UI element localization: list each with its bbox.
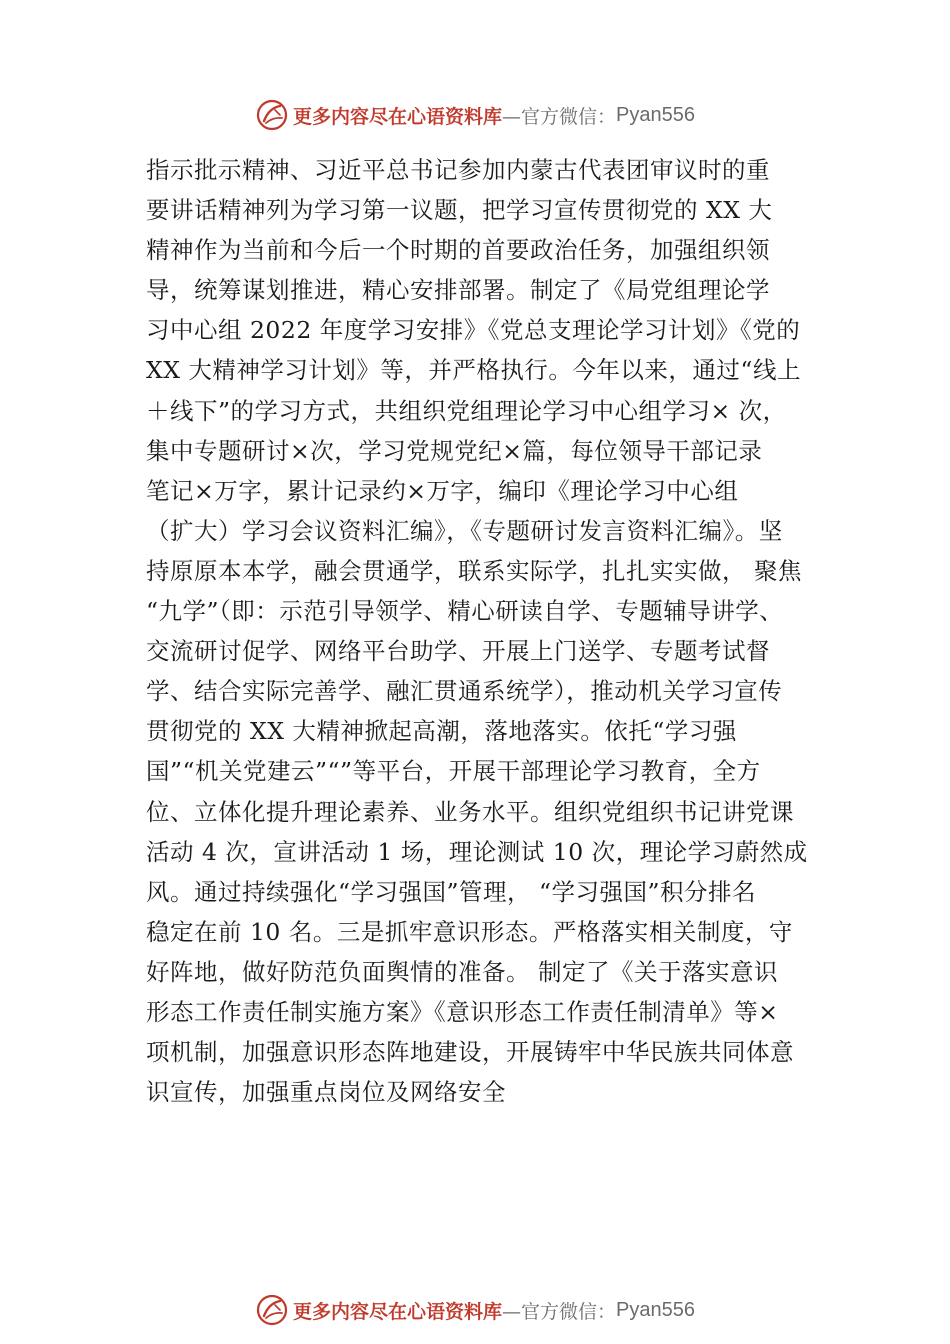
body-line: 集中专题研讨×次，学习党规党纪×篇，每位领导干部记录 (146, 436, 763, 465)
body-line: 风。通过持续强化“学习强国”管理， “学习强国”积分排名 (146, 877, 757, 906)
watermark-library-text: 更多内容尽在心语资料库 (293, 1300, 503, 1323)
body-line: 好阵地，做好防范负面舆情的准备。 制定了《关于落实意识 (146, 957, 778, 986)
body-line: ＋线下”的学习方式，共组织党组理论学习中心组学习× 次， (146, 396, 787, 425)
body-line: 导，统筹谋划推进，精心安排部署。制定了《局党组理论学 (146, 276, 770, 305)
body-line: “九学”（即：示范引导领学、精心研读自学、专题辅导讲学、 (146, 597, 784, 626)
body-line: 指示批示精神、习近平总书记参加内蒙古代表团审议时的重 (146, 156, 770, 184)
body-line: 习中心组 2022 年度学习安排》《党总支理论学习计划》《党的 (146, 316, 801, 345)
body-line: 形态工作责任制实施方案》《意识形态工作责任制清单》等× (146, 997, 779, 1026)
watermark-wechat-id: Pyan556 (616, 103, 695, 126)
watermark-wechat-label: —官方微信： (502, 105, 617, 128)
body-line: 稳定在前 10 名。三是抓牢意识形态。严格落实相关制度，守 (146, 917, 793, 946)
body-line: 位、立体化提升理论素养、业务水平。组织党组织书记讲党课 (146, 797, 794, 826)
body-line: 持原原本本学，融会贯通学，联系实际学，扎扎实实做， 聚焦 (146, 556, 802, 585)
body-line: 活动 4 次，宣讲活动 1 场，理论测试 10 次，理论学习蔚然成 (146, 837, 808, 866)
body-line: （扩大）学习会议资料汇编》，《专题研讨发言资料汇编》。坚 (146, 516, 783, 545)
document-body (146, 150, 826, 1112)
footer-watermark (0, 1290, 950, 1330)
watermark-library-text: 更多内容尽在心语资料库 (293, 105, 503, 128)
body-line: 学、结合实际完善学、融汇贯通系统学），推动机关学习宣传 (146, 677, 783, 706)
body-line: XX 大精神学习计划》等，并严格执行。今年以来，通过“线上 (146, 356, 801, 385)
body-line: 交流研讨促学、网络平台助学、开展上门送学、专题考试督 (146, 637, 770, 666)
watermark-wechat-label: —官方微信： (502, 1300, 617, 1323)
brand-logo-icon (255, 98, 289, 132)
body-line: 贯彻党的 XX 大精神掀起高潮，落地落实。依托“学习强 (146, 717, 737, 746)
body-line: 项机制，加强意识形态阵地建设，开展铸牢中华民族共同体意 (146, 1038, 794, 1067)
body-line: 国”“机关党建云”“”等平台，开展干部理论学习教育，全方 (146, 757, 761, 786)
watermark-wechat-id: Pyan556 (616, 1298, 695, 1321)
brand-logo-icon (255, 1293, 289, 1327)
body-line: 笔记×万字，累计记录约×万字，编印《理论学习中心组 (146, 476, 739, 505)
body-line: 精神作为当前和今后一个时期的首要政治任务，加强组织领 (146, 236, 770, 265)
header-watermark (0, 95, 950, 135)
body-line: 识宣传，加强重点岗位及网络安全 (146, 1078, 506, 1107)
body-line: 要讲话精神列为学习第一议题，把学习宣传贯彻党的 XX 大 (146, 196, 773, 225)
